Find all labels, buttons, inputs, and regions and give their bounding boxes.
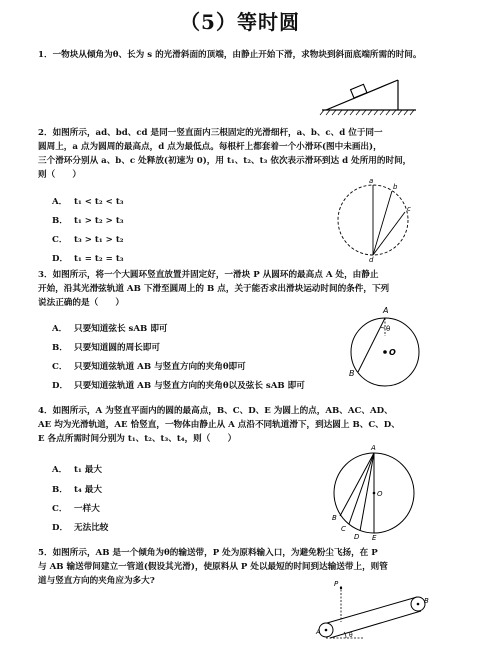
question-3-line-2: 开始，沿其光滑弦轨道 AB 下滑至圆周上的 B 点，关于能否求出滑块运动时间的条件，下列 bbox=[38, 284, 390, 294]
question-4-line-3: E 各点所需时间分别为 t₁、t₂、t₃、t₄，则（ ） bbox=[38, 434, 237, 444]
question-2-option-b[interactable]: B． t₁ > t₂ > t₃ bbox=[52, 216, 124, 226]
figure-label-theta: θ bbox=[386, 325, 391, 333]
question-4-option-d[interactable]: D． 无法比较 bbox=[52, 523, 109, 533]
figure-label-C: C bbox=[341, 525, 346, 533]
question-3-option-d[interactable]: D． 只要知道弦轨道 AB 与竖直方向的夹角θ以及弦长 sAB 即可 bbox=[52, 381, 305, 391]
question-5-line-3: 道与竖直方向的夹角应为多大? bbox=[38, 576, 155, 586]
figure-label-E: E bbox=[372, 534, 377, 542]
question-3-option-b[interactable]: B． 只要知道圆的周长即可 bbox=[52, 343, 160, 353]
figure-label-B: B bbox=[332, 514, 337, 522]
figure-label-O: O bbox=[389, 348, 396, 357]
incline-figure bbox=[320, 78, 420, 118]
question-2-line-4: 则（ ） bbox=[38, 170, 81, 180]
figure-label-b: b bbox=[393, 183, 398, 191]
question-3-option-a[interactable]: A． 只要知道弦长 sAB 即可 bbox=[52, 324, 168, 334]
circle-chord-figure bbox=[343, 306, 423, 396]
question-3-option-c[interactable]: C． 只要知道弦轨道 AB 与竖直方向的夹角θ即可 bbox=[52, 362, 246, 372]
question-2-line-1: 2．如图所示，ad、bd、cd 是同一竖直面内三根固定的光滑细杆，a、b、c、d 位于同一 bbox=[38, 128, 383, 138]
figure-label-A: A bbox=[316, 628, 321, 636]
question-1-text: 1．一物块从倾角为θ、长为 s 的光滑斜面的顶端，由静止开始下滑，求物块到斜面底端所需的时间。 bbox=[38, 50, 422, 60]
question-5-line-1: 5．如图所示，AB 是一个倾角为θ的输送带，P 处为原料输入口，为避免粉尘飞扬，在 P bbox=[38, 548, 378, 558]
question-3 bbox=[38, 268, 448, 310]
question-4-option-b[interactable]: B． t₄ 最大 bbox=[52, 485, 102, 495]
question-4 bbox=[38, 404, 448, 446]
question-4-option-c[interactable]: C． 一样大 bbox=[52, 504, 100, 514]
dashed-circle-figure bbox=[335, 178, 415, 262]
conveyor-belt-figure bbox=[312, 578, 432, 644]
question-5-line-2: 与 AB 输送带间建立一管道(假设其光滑)，使原料从 P 处以最短的时间到达输送带上，则管 bbox=[38, 562, 388, 572]
figure-label-B: B bbox=[349, 369, 355, 378]
question-4-line-2: AE 均为光滑轨道，AE 恰竖直，一物体由静止从 A 点沿不同轨道滑下，到达圆上 B、C、D、 bbox=[38, 420, 400, 430]
page-title: （5）等时圆 bbox=[180, 10, 300, 34]
question-2-option-c[interactable]: C． t₃ > t₁ > t₂ bbox=[52, 235, 124, 245]
figure-label-theta: θ bbox=[349, 632, 353, 639]
circle-chords-figure bbox=[323, 446, 423, 540]
question-2-option-d[interactable]: D． t₁ = t₂ = t₃ bbox=[52, 254, 124, 264]
question-2 bbox=[38, 126, 448, 182]
question-4-option-a[interactable]: A． t₁ 最大 bbox=[52, 465, 102, 475]
figure-label-d: d bbox=[369, 256, 374, 264]
question-3-line-1: 3．如图所示，将一个大圆环竖直放置并固定好，一滑块 P 从圆环的最高点 A 处，由静止 bbox=[38, 270, 379, 280]
figure-label-P: P bbox=[334, 580, 339, 588]
question-2-option-a[interactable]: A． t₁ < t₂ < t₃ bbox=[52, 197, 124, 207]
figure-label-c: c bbox=[407, 205, 411, 213]
figure-label-O: O bbox=[377, 490, 383, 498]
question-1 bbox=[38, 48, 438, 62]
question-4-line-1: 4．如图所示，A 为竖直平面内的圆的最高点，B、C、D、E 为圆上的点，AB、AC、AD、 bbox=[38, 406, 393, 416]
figure-label-A: A bbox=[383, 306, 389, 315]
figure-label-A: A bbox=[371, 444, 376, 452]
question-2-line-3: 三个滑环分别从 a、b、c 处释放(初速为 0)，用 t₁、t₂、t₃ 依次表示滑环到达 d 处所用的时间， bbox=[38, 156, 412, 166]
figure-label-B: B bbox=[424, 597, 429, 605]
question-2-line-2: 圆周上，a 点为圆周的最高点，d 点为最低点。每根杆上都套着一个小滑环(图中未画出)， bbox=[38, 142, 382, 152]
figure-label-a: a bbox=[369, 177, 374, 185]
question-3-line-3: 说法正确的是（ ） bbox=[38, 298, 124, 308]
figure-label-D: D bbox=[354, 533, 360, 541]
